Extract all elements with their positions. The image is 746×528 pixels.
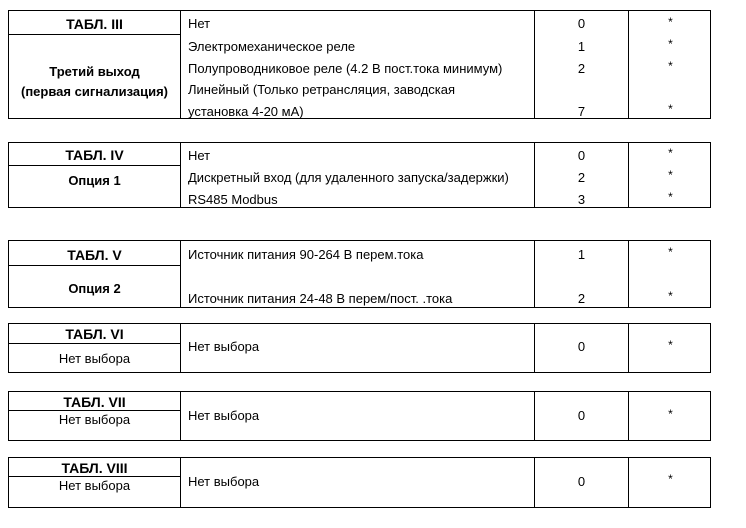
option-mark: *	[668, 472, 673, 486]
option-description: Нет	[188, 16, 211, 31]
option-description: Линейный (Только ретрансляция, заводская	[188, 82, 456, 97]
table-title: ТАБЛ. IV	[65, 147, 124, 163]
option-mark: *	[668, 190, 673, 204]
option-mark: *	[668, 15, 673, 29]
option-code: 0	[577, 339, 586, 354]
option-code: 2	[577, 291, 586, 306]
option-description: Нет	[188, 148, 211, 163]
table-title: ТАБЛ. V	[67, 247, 122, 263]
option-code: 2	[577, 170, 586, 185]
table-subtitle: Опция 1	[68, 173, 121, 188]
table-subtitle: (первая сигнализация)	[21, 84, 168, 99]
table-title: ТАБЛ. VIII	[61, 460, 128, 476]
option-mark: *	[668, 245, 673, 259]
table-iii	[8, 10, 711, 119]
option-mark: *	[668, 289, 673, 303]
option-mark: *	[668, 168, 673, 182]
option-mark: *	[668, 407, 673, 421]
option-code: 7	[577, 104, 586, 119]
table-subtitle: Третий выход	[49, 64, 140, 79]
option-mark: *	[668, 146, 673, 160]
table-iv	[8, 142, 711, 208]
option-mark: *	[668, 59, 673, 73]
option-description: Электромеханическое реле	[188, 39, 356, 54]
table-title: ТАБЛ. VI	[65, 326, 124, 342]
option-description: Нет выбора	[188, 339, 260, 354]
option-description: Дискретный вход (для удаленного запуска/задержки)	[188, 170, 509, 185]
option-description: RS485 Modbus	[188, 192, 278, 207]
table-vii	[8, 391, 711, 441]
option-mark: *	[668, 102, 673, 116]
option-description: установка 4-20 мА)	[188, 104, 304, 119]
table-title: ТАБЛ. VII	[63, 394, 126, 410]
table-subtitle: Нет выбора	[58, 412, 131, 427]
option-code: 0	[577, 408, 586, 423]
option-description: Полупроводниковое реле (4.2 В пост.тока минимум)	[188, 61, 503, 76]
option-code: 1	[577, 39, 586, 54]
option-code: 1	[577, 247, 586, 262]
table-title: ТАБЛ. III	[66, 16, 123, 32]
option-code: 3	[577, 192, 586, 207]
option-code: 0	[577, 474, 586, 489]
table-v	[8, 240, 711, 308]
option-description: Источник питания 24-48 В перем/пост. .тока	[188, 291, 453, 306]
option-code: 2	[577, 61, 586, 76]
table-subtitle: Опция 2	[68, 281, 121, 296]
option-code: 0	[577, 16, 586, 31]
table-subtitle: Нет выбора	[58, 351, 131, 366]
option-mark: *	[668, 37, 673, 51]
option-description: Нет выбора	[188, 408, 260, 423]
table-viii	[8, 457, 711, 508]
option-code: 0	[577, 148, 586, 163]
table-vi	[8, 323, 711, 373]
option-description: Нет выбора	[188, 474, 260, 489]
option-mark: *	[668, 338, 673, 352]
table-subtitle: Нет выбора	[58, 478, 131, 493]
option-description: Источник питания 90-264 В перем.тока	[188, 247, 424, 262]
